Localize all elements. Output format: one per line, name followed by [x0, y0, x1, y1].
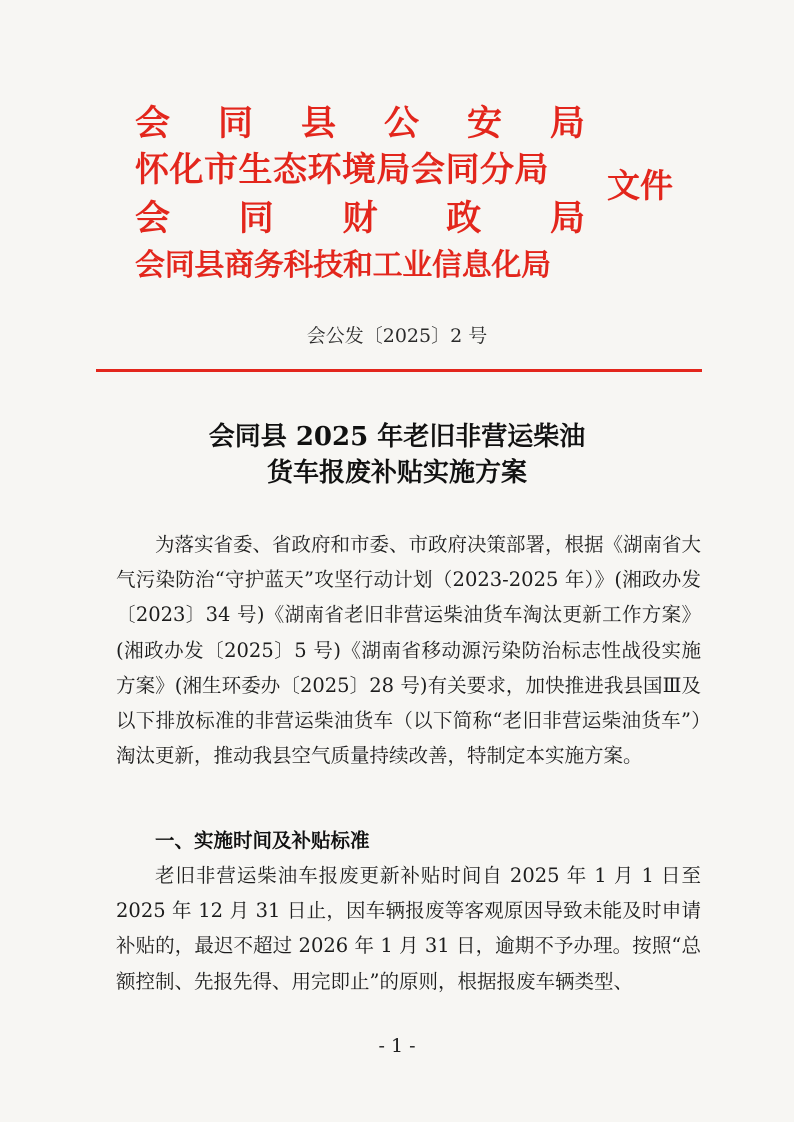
issuer-char: 同	[238, 199, 274, 239]
issuer-char: 局	[549, 104, 585, 144]
issuer-char: 局	[549, 199, 585, 239]
issuer-finance-bureau	[135, 195, 585, 243]
issuer-char: 财	[342, 199, 378, 239]
issuer-commerce-technology-bureau: 会同县商务科技和工业信息化局	[135, 248, 551, 283]
body-paragraph-section-1: 老旧非营运柴油车报废更新补贴时间自 2025 年 1 月 1 日至 2025 年 12 月 31 日止，因车辆报废等客观原因导致未能及时申请补贴的，最迟不超过 2026 年 1 月 31 日，逾期不予办理。按照“总额控制、先报先得、用完即止”的原则，根据报废车辆类型、	[116, 864, 701, 993]
issuer-ecology-environment-bureau: 怀化市生态环境局会同分局	[135, 150, 549, 190]
body-paragraph-intro: 为落实省委、省政府和市委、市政府决策部署，根据《湖南省大气污染防治“守护蓝天”攻坚行动计划（2023-2025 年）》(湘政办发〔2023〕34 号)《湖南省老旧非营运柴油货车淘汰更新工作方案》(湘政办发〔2025〕5 号)《湖南省移动源污染防治标志性战役实施方案》(湘生环委办〔2025〕28 号)有关要求，加快推进我县国Ⅲ及以下排放标准的非营运柴油货车（以下简称“老旧非营运柴油货车”）淘汰更新，推动我县空气质量持续改善，特制定本实施方案。	[116, 533, 702, 768]
issuer-char: 县	[300, 104, 336, 144]
document-title-line-1: 会同县 2025 年老旧非营运柴油	[208, 422, 586, 452]
issuer-char: 政	[446, 199, 482, 239]
issuer-char: 会	[135, 199, 171, 239]
page-number: - 1 -	[378, 1035, 416, 1057]
red-divider-line	[96, 369, 702, 372]
document-title-line-2: 货车报废补贴实施方案	[266, 458, 527, 488]
issuer-char: 公	[383, 104, 419, 144]
section-heading: 一、实施时间及补贴标准	[155, 829, 370, 852]
document-number: 会公发〔2025〕2 号	[306, 325, 488, 347]
issuer-char: 安	[466, 104, 502, 144]
issuer-char: 会	[135, 104, 171, 144]
issuer-char: 同	[217, 104, 253, 144]
document-type-label: 文件	[607, 166, 673, 205]
issuer-public-security-bureau	[135, 100, 585, 148]
